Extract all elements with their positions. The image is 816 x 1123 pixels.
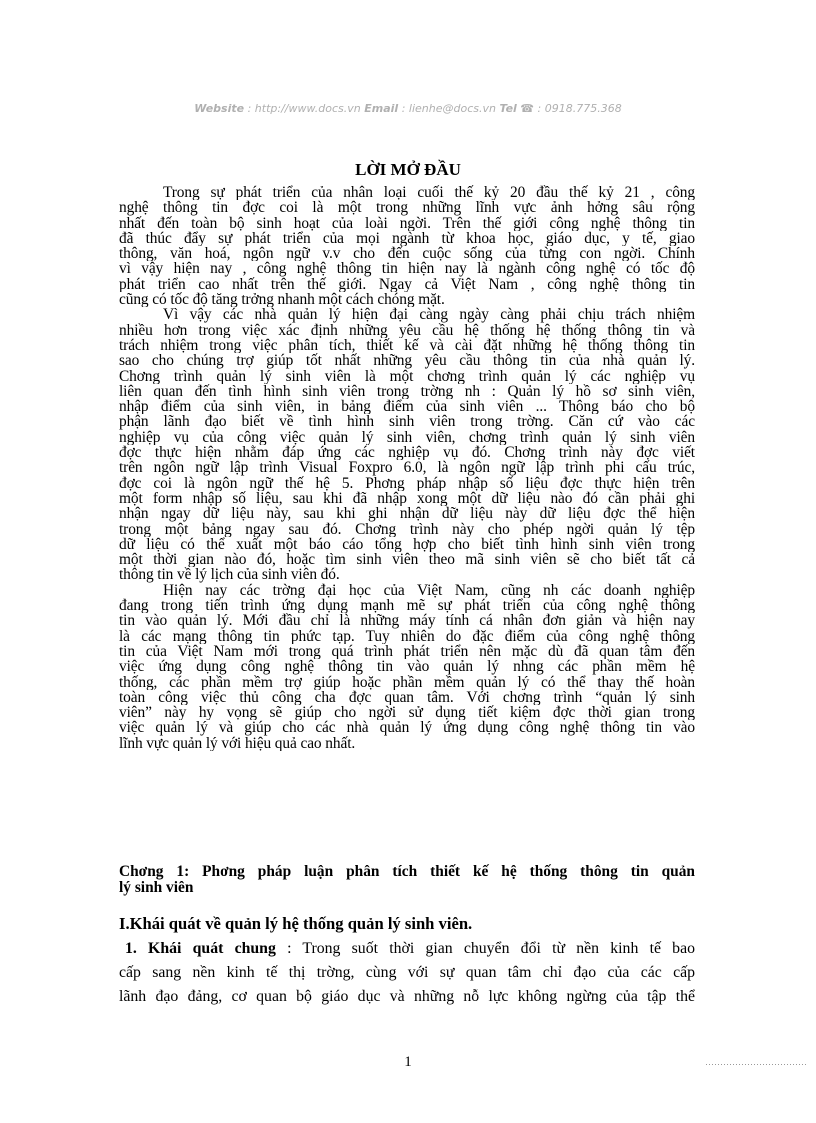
text-line — [119, 937, 695, 961]
text-line: đang trong tiến trình ứng dụng mạnh mẽ sự phát triển của công nghệ thông — [119, 598, 695, 614]
text-line: nhất đến toàn bộ sinh hoạt của loài ngời. Trên thế giới công nghệ thông tin — [119, 215, 695, 231]
section-heading: I.Khái quát về quản lý hệ thống quản lý sinh viên. — [119, 914, 473, 933]
text-line: trong một bảng ngay sau đó. Chơng trình này cho phép ngời quản lý tệp — [119, 521, 695, 537]
text-line: tin của Việt Nam mới trong quá trình phát triển nên mặc dù đã quan tâm đến — [119, 643, 695, 660]
text-line: lãnh đạo đảng, cơ quan bộ giáo dục và những nỗ lực không ngừng của tập thể — [119, 988, 695, 1005]
text-line: Chơng trình quản lý sinh viên là một chơng trình quản lý các nghiệp vụ — [119, 368, 695, 384]
text-line: tin vào quản lý. Mới đầu chỉ là những máy tính cá nhân đơn giản và hiện nay — [119, 613, 695, 629]
text-line: việc ứng dụng công nghệ thông tin vào quản lý nhng các phần mềm hệ — [119, 659, 695, 675]
chapter-heading — [119, 864, 695, 896]
website-value: : http://www.docs.vn — [244, 102, 365, 115]
text-line: phận lãnh đạo biết về tình hình sinh viên trong trờng. Căn cứ vào các — [119, 414, 695, 430]
text-line: nhận ngay dữ liệu này, sau khi ghi nhận dữ liệu này dữ liệu đợc thể hiện — [119, 506, 695, 522]
page-title: LỜI MỞ ĐẦU — [355, 160, 461, 179]
text-line: lĩnh vực quản lý với hiệu quả cao nhất. — [119, 735, 356, 751]
text-line: Trong sự phát triển của nhân loại cuối thế kỷ 20 đầu thế kỷ 21 , công — [163, 185, 695, 201]
text-line: đợc thực hiện nhằm đáp ứng các nghiệp vụ đó. Chơng trình này đợc viết — [119, 445, 695, 461]
text-line: nghiệp vụ của công việc quản lý sinh viên, chơng trình quản lý sinh viên — [119, 429, 695, 446]
text-line: một form nhập số liệu, sau khi đã nhập xong một dữ liệu nào đó cần phải ghi — [119, 490, 695, 507]
text-line: trách nhiệm trong việc phân tích, thiết kế và cài đặt những hệ thống thông tin — [119, 337, 695, 354]
page-header — [0, 102, 816, 115]
text-line: cấp sang nền kinh tế thị trờng, cùng với sự quan tâm chỉ đạo của các cấp — [119, 964, 695, 981]
text-line: Hiện nay các trờng đại học của Việt Nam, cũng nh các doanh nghiệp — [163, 582, 695, 599]
text-line: đợc coi là ngôn ngữ thế hệ 5. Phơng pháp nhập số liệu đợc thực hiện trên — [119, 475, 695, 491]
intro-body — [119, 185, 695, 751]
text-line: nhập điểm của sinh viên, in bảng điểm của sinh viên ... Thông báo cho bộ — [119, 399, 695, 415]
email-label: Email — [364, 102, 399, 115]
text-line: sao cho chúng trợ giúp tốt nhất những yêu cầu thông tin của nhà quản lý. — [119, 353, 695, 369]
text-line: một thời gian nào đó, hoặc tìm sinh viên theo mã sinh viên sẽ cho biết tất cả — [119, 552, 695, 568]
chapter-heading-line: Chơng 1: Phơng pháp luận phân tích thiết kế hệ thống thông tin quản — [119, 863, 695, 880]
footer-dotted-rule — [706, 1064, 806, 1065]
text-line: viên” này hy vọng sẽ giúp cho ngời sử dụng tiết kiệm đợc thời gian trong — [119, 705, 695, 721]
website-label: Website — [194, 102, 245, 115]
text-line: nhiều hơn trong việc xác định những yêu cầu hệ thống hệ thống thông tin và — [119, 322, 695, 338]
text-line: phát triển cao nhất trên thế giới. Ngay cả Việt Nam , công nghệ thông tin — [119, 276, 695, 293]
text-line: việc quản lý và giúp cho các nhà quản lý ứng dụng công nghệ thông tin vào — [119, 720, 695, 736]
text-line: dữ liệu có thể xuất một báo cáo tổng hợp cho biết tình hình sinh viên trong — [119, 536, 695, 553]
text-line: Vì vậy các nhà quản lý hiện đại càng ngày càng phải chịu trách nhiệm — [163, 307, 695, 323]
page-number: 1 — [404, 1054, 412, 1070]
text-line: thông tin về lý lịch của sinh viên đó. — [119, 567, 340, 583]
text-line: nghệ thông tin đợc coi là một trong những lĩnh vực ảnh hởng sâu rộng — [119, 200, 695, 216]
text-line: đã thúc đẩy sự phát triển của mọi ngành từ khoa học, giáo dục, y tế, giao — [119, 230, 695, 247]
text-line: thông, văn hoá, ngôn ngữ v.v cho đến cuộc sống của từng con ngời. Chính — [119, 246, 695, 262]
tel-label: Tel — [499, 102, 517, 115]
email-value: : lienhe@docs.vn — [398, 102, 500, 115]
chapter-heading-line: lý sinh viên — [119, 879, 194, 896]
text-line: trên ngôn ngữ lập trình Visual Foxpro 6.0, là ngôn ngữ lập trình phi cấu trúc, — [119, 460, 695, 476]
subsection-lead-rest: : Trong suốt thời gian chuyển đổi từ nền kinh tế bao — [275, 940, 695, 957]
text-line: thống, các phần mềm trợ giúp hoặc phần mềm quản lý có thể thay thế hoàn — [119, 674, 695, 690]
text-line: vì vậy hiện nay , công nghệ thông tin hiện nay là ngành công nghệ có tốc độ — [119, 261, 695, 277]
text-line: toàn công việc thủ công cha đợc quan tâm. Với chơng trình “quản lý sinh — [119, 689, 695, 706]
text-line: là các mạng thông tin phức tạp. Tuy nhiên do đặc điểm của công nghệ thông — [119, 628, 695, 644]
text-line: liên quan đến tình hình sinh viên trong trờng nh : Quản lý hồ sơ sinh viên, — [119, 383, 695, 400]
text-line: cũng có tốc độ tăng trởng nhanh một cách chóng mặt. — [119, 292, 445, 308]
section-paragraph — [119, 937, 695, 1009]
tel-value: ☎ : 0918.775.368 — [516, 102, 622, 115]
subsection-lead: 1. Khái quát chung — [125, 940, 276, 957]
